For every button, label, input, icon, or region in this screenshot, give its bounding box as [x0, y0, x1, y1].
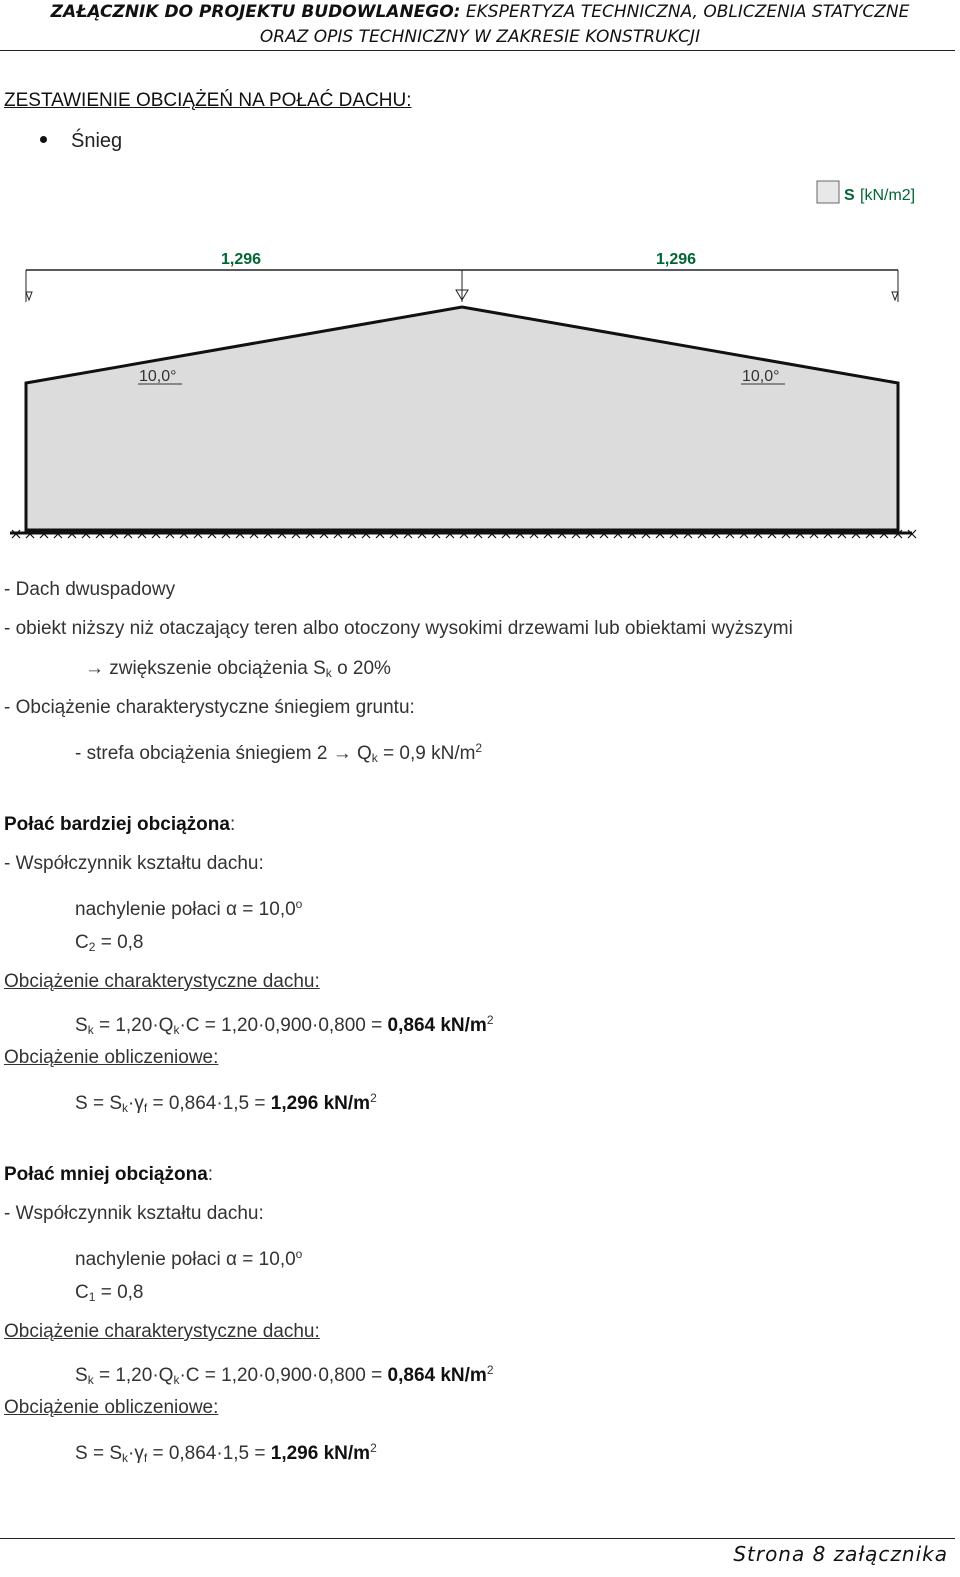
section-1-char-result-sup: 2	[486, 1013, 494, 1027]
text-snow-zone-tail: = 0,9 kN/m	[377, 743, 476, 764]
section-1-slope-main: nachylenie połaci α = 10,0	[75, 899, 296, 920]
snow-load-diagram	[0, 170, 960, 550]
section-1-slope-sup: o	[295, 897, 303, 911]
page-title: ZESTAWIENIE OBCIĄŻEŃ NA POŁAĆ DACHU:	[4, 90, 412, 111]
section-2-calc-f3: = 0,864·1,5 =	[147, 1443, 271, 1464]
section-1-heading-bold: Połać bardziej obciążona	[4, 814, 230, 835]
section-1-calc-result-sup: 2	[370, 1091, 377, 1105]
section-2-char-formula	[75, 1358, 494, 1392]
section-2-char-heading: Obciążenie charakterystyczne dachu:	[4, 1321, 320, 1342]
text-snow-zone-main: - strefa obciążenia śniegiem 2 → Q	[75, 743, 372, 764]
section-1-char-formula	[75, 1008, 494, 1042]
section-1-coef-sub: 2	[88, 940, 96, 954]
section-2-coef-tail: = 0,8	[95, 1282, 144, 1303]
section-2-coef-sub: 1	[88, 1290, 96, 1304]
section-1-char-f2: = 1,20·Q	[93, 1015, 174, 1036]
section-1-heading	[4, 813, 235, 837]
section-2-shape-coef: - Współczynnik kształtu dachu:	[4, 1203, 264, 1224]
section-1-coef-tail: = 0,8	[95, 932, 144, 953]
header-divider	[0, 50, 955, 51]
text-ground-load-heading: - Obciążenie charakterystyczne śniegiem gruntu:	[4, 697, 415, 718]
section-1-slope	[75, 892, 302, 922]
section-1-calc-result: 1,296 kN/m	[270, 1093, 371, 1114]
section-2-char-f1-sub: k	[87, 1373, 94, 1387]
section-2-char-f1: S	[75, 1365, 88, 1386]
section-2-char-f2: = 1,20·Q	[93, 1365, 174, 1386]
section-1-char-f1: S	[75, 1015, 88, 1036]
section-2-calc-f1-sub: k	[122, 1451, 128, 1465]
section-1-calc-f2: ·γ	[128, 1093, 144, 1114]
section-2-heading-tail: :	[207, 1164, 214, 1185]
text-load-increase-sub: k	[325, 666, 332, 680]
section-2-char-f2-sub: k	[173, 1373, 180, 1387]
section-1-char-f1-sub: k	[87, 1023, 94, 1037]
section-1-coef-label: C	[75, 932, 89, 953]
section-1-char-result: 0,864 kN/m	[387, 1015, 487, 1036]
text-roof-type: - Dach dwuspadowy	[4, 579, 176, 600]
roof-angle-left: 10,0°	[139, 368, 177, 385]
bullet-dot-icon	[40, 136, 47, 143]
document-header	[0, 0, 960, 50]
load-arrow-left-icon	[26, 292, 32, 300]
section-1-calc-formula	[75, 1086, 377, 1120]
header-line-1-rest: EKSPERTYZA TECHNICZNA, OBLICZENIA STATYCZNE	[465, 2, 910, 22]
section-1-shape-coef: - Współczynnik kształtu dachu:	[4, 853, 264, 874]
text-load-increase	[85, 657, 391, 685]
section-2-coef-label: C	[75, 1282, 89, 1303]
bullet-label: Śnieg	[71, 130, 123, 152]
section-2-char-result-sup: 2	[486, 1363, 494, 1377]
header-line-1	[0, 0, 960, 25]
building-shape	[26, 307, 898, 530]
bullet-item-snow	[40, 130, 122, 153]
section-2-char-result: 0,864 kN/m	[387, 1365, 487, 1386]
section-1-calc-f1-sub: k	[122, 1101, 128, 1115]
section-2-calc-result: 1,296 kN/m	[270, 1443, 371, 1464]
section-2-calc-formula	[75, 1436, 377, 1470]
section-2-slope-main: nachylenie połaci α = 10,0	[75, 1249, 296, 1270]
text-load-increase-main: → zwiększenie obciążenia S	[85, 658, 326, 679]
page-footer: Strona 8 załącznika	[733, 1542, 948, 1566]
text-snow-zone	[75, 736, 482, 770]
section-2-calc-result-sup: 2	[370, 1441, 377, 1455]
text-snow-zone-sub: k	[371, 751, 378, 765]
section-2-calc-heading: Obciążenie obliczeniowe:	[4, 1397, 219, 1418]
header-line-1-bold: ZAŁĄCZNIK DO PROJEKTU BUDOWLANEGO:	[50, 2, 461, 22]
section-1-calc-heading: Obciążenie obliczeniowe:	[4, 1047, 219, 1068]
section-2-heading-bold: Połać mniej obciążona	[4, 1164, 208, 1185]
footer-divider	[0, 1538, 955, 1539]
load-value-right: 1,296	[656, 251, 697, 268]
section-2-calc-f1: S = S	[75, 1443, 122, 1464]
legend-load-icon	[817, 181, 839, 203]
legend	[817, 181, 915, 204]
section-1-char-f2-sub: k	[173, 1023, 180, 1037]
section-2-calc-f2: ·γ	[128, 1443, 144, 1464]
section-1-heading-tail: :	[229, 814, 236, 835]
section-2-coef	[75, 1281, 144, 1309]
text-surroundings: - obiekt niższy niż otaczający teren albo otoczony wysokimi drzewami lub obiektami wyższymi	[4, 618, 793, 639]
section-2-slope-sup: o	[295, 1247, 303, 1261]
section-2-calc-f2-sub: f	[143, 1451, 148, 1465]
section-1-char-heading: Obciążenie charakterystyczne dachu:	[4, 971, 320, 992]
legend-symbol: S	[844, 187, 855, 204]
section-1-char-f3: ·C = 1,20·0,900·0,800 =	[179, 1015, 388, 1036]
section-2-heading	[4, 1163, 213, 1187]
load-arrow-right-icon	[892, 292, 898, 300]
section-1-calc-f2-sub: f	[143, 1101, 148, 1115]
section-2-slope	[75, 1242, 302, 1272]
header-line-2: ORAZ OPIS TECHNICZNY W ZAKRESIE KONSTRUKCJI	[259, 27, 701, 47]
section-1-calc-f1: S = S	[75, 1093, 122, 1114]
roof-angle-right: 10,0°	[742, 368, 780, 385]
section-1-calc-f3: = 0,864·1,5 =	[147, 1093, 271, 1114]
load-value-left: 1,296	[221, 251, 262, 268]
text-load-increase-tail: o 20%	[331, 658, 391, 679]
section-1-coef	[75, 931, 144, 959]
section-2-char-f3: ·C = 1,20·0,900·0,800 =	[179, 1365, 388, 1386]
legend-unit: [kN/m2]	[860, 187, 916, 204]
text-snow-zone-sup: 2	[475, 741, 483, 755]
